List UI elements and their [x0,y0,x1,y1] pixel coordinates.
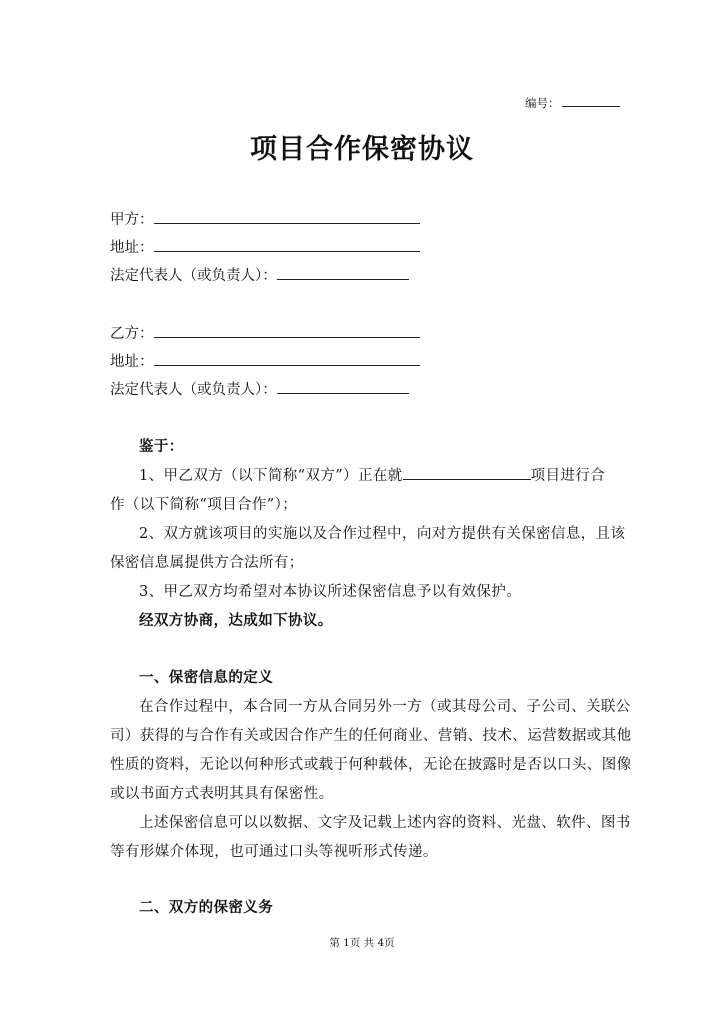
section-1-p1-line2: 司）获得的与合作有关或因合作产生的任何商业、营销、技术、运营数据或其他 [110,728,632,744]
recitals-heading: 鉴于： [139,438,184,455]
party-a-address-row [110,236,420,257]
party-b-address-label: 地址： [110,354,154,370]
party-a-name-label: 甲方： [110,212,154,228]
section-2-heading: 二、双方的保密义务 [139,899,274,916]
recital-item-2-cont: 保密信息属提供方合法所有； [110,555,304,571]
party-a-name-field[interactable] [154,209,420,224]
section-1-p2-line2: 等有形媒介体现，也可通过口头等视听形式传递。 [110,844,438,860]
page-footer: 第 1页 共 4页 [329,937,395,949]
party-b-rep-field[interactable] [277,379,409,394]
party-b-name-label: 乙方： [110,326,154,342]
party-b-name-field[interactable] [154,323,420,338]
party-a-rep-row [110,264,409,285]
recital-item-1-text: 1、甲乙双方（以下简称“双方”）正在就 [139,468,403,484]
recital-item-3: 3、甲乙双方均希望对本协议所述保密信息予以有效保护。 [139,584,522,600]
project-name-field[interactable] [403,466,531,480]
section-1-p1-line3: 性质的资料，无论以何种形式或载于何种载体，无论在披露时是否以口头、图像 [110,757,632,773]
party-a-name-row [110,208,420,229]
section-1-p2-line1: 上述保密信息可以以数据、文字及记载上述内容的资料、光盘、软件、图书 [139,815,631,831]
section-1-heading: 一、保密信息的定义 [139,669,274,686]
recital-item-1-cont: 作（以下简称“项目合作”）； [110,497,298,513]
party-a-address-label: 地址： [110,240,154,256]
page-title: 项目合作保密协议 [250,134,474,165]
contract-number-label: 编号： [525,96,560,110]
section-1-p1-line1: 在合作过程中，本合同一方从合同另外一方（或其母公司、子公司、关联公 [139,699,631,715]
recital-item-1 [139,464,605,485]
contract-number [525,94,620,111]
party-b-name-row [110,322,420,343]
section-1-p1-line4: 或以书面方式表明其具有保密性。 [110,786,334,802]
recital-item-1-text-end: 项目进行合 [530,468,606,484]
agreement-statement: 经双方协商，达成如下协议。 [139,612,333,629]
party-a-address-field[interactable] [154,237,420,252]
party-a-rep-field[interactable] [277,265,409,280]
party-b-address-field[interactable] [154,351,420,366]
recital-item-2: 2、双方就该项目的实施以及合作过程中，向对方提供有关保密信息，且该 [139,526,626,542]
party-b-address-row [110,350,420,371]
party-b-rep-label: 法定代表人（或负责人）： [110,382,277,398]
contract-number-blank[interactable] [562,94,620,107]
party-b-rep-row [110,378,409,399]
party-a-rep-label: 法定代表人（或负责人）： [110,268,277,284]
